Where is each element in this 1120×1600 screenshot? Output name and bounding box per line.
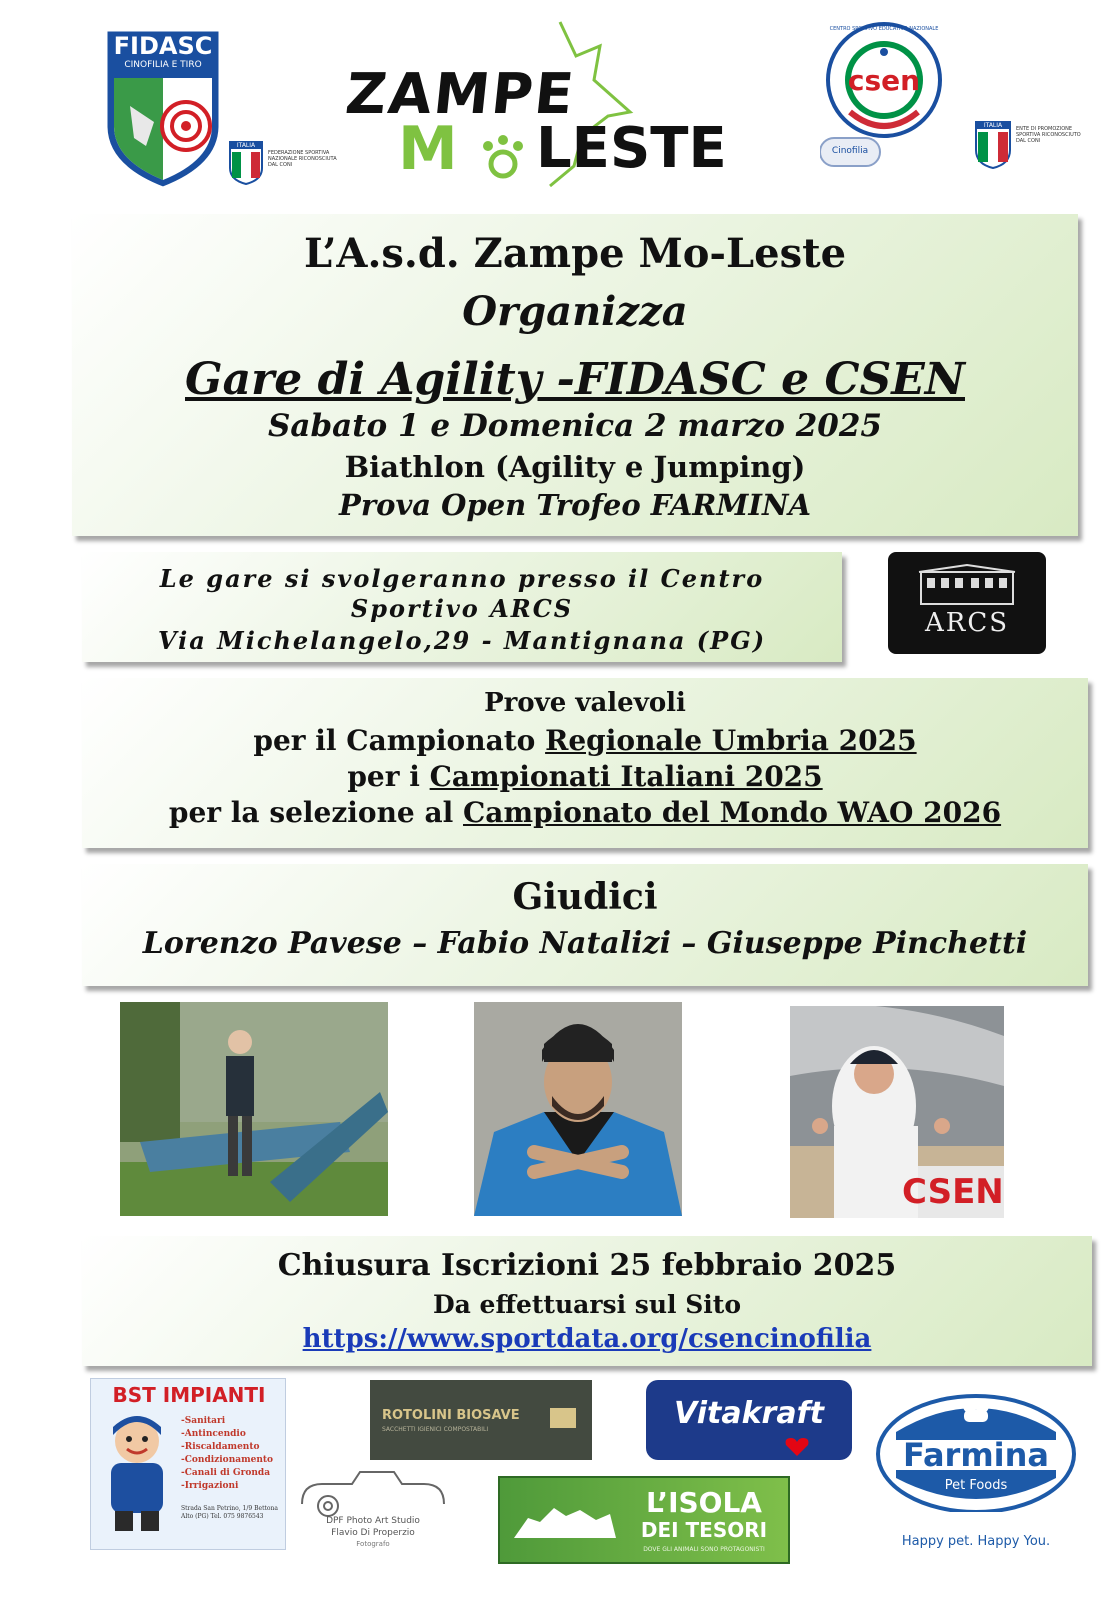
vitakraft-title: Vitakraft (674, 1396, 824, 1431)
csen-tag: Cinofilia (831, 146, 869, 156)
regional-link: Regionale Umbria 2025 (545, 724, 917, 757)
bst-services (181, 1415, 285, 1493)
dpf-photo-sponsor (298, 1464, 448, 1556)
title-panel (72, 214, 1078, 536)
world-link: Campionato del Mondo WAO 2026 (463, 796, 1002, 829)
camera-icon (298, 1464, 448, 1524)
dpf-name: Flavio Di Properzio (331, 1528, 415, 1538)
closing-instruction: Da effettuarsi sul Sito (432, 1290, 742, 1319)
event-format: Biathlon (Agility e Jumping) (344, 450, 806, 484)
photo3-banner: CSEN (902, 1172, 1004, 1212)
rotolini-mark-icon (550, 1408, 576, 1428)
farmina-title: Farmina (902, 1436, 1050, 1474)
world-prefix: per la selezione al (168, 796, 464, 829)
pets-icon (960, 1396, 992, 1424)
organizer-heading: L’A.s.d. Zampe Mo-Leste (303, 230, 847, 277)
logo-line1: ZAMPE (342, 62, 579, 127)
heart-icon (784, 1436, 810, 1458)
validity-italian (82, 760, 1088, 793)
venue-address: Via Michelangelo,29 - Mantignana (PG) (157, 626, 767, 655)
animals-silhouette-icon (510, 1492, 620, 1548)
bst-service: -Sanitari (181, 1416, 226, 1426)
closing-date: Chiusura Iscrizioni 25 febbraio 2025 (277, 1248, 897, 1283)
event-title: Gare di Agility -FIDASC e CSEN (185, 354, 965, 405)
csen-ring-text: CENTRO SPORTIVO EDUCATIVO NAZIONALE (829, 26, 939, 32)
rotolini-biosave-sponsor (370, 1380, 592, 1460)
registration-link-wrap (82, 1324, 1092, 1354)
italian-link: Campionati Italiani 2025 (429, 760, 823, 793)
rotolini-subtitle: SACCHETTI IGIENICI COMPOSTABILI (382, 1426, 489, 1433)
csen-title: csen (847, 64, 921, 97)
rotolini-title: ROTOLINI BIOSAVE (382, 1408, 520, 1423)
venue-line2: Sportivo ARCS (350, 594, 574, 623)
arcs-text: ARCS (924, 608, 1010, 638)
venue-panel (82, 552, 842, 662)
building-icon (917, 564, 1017, 606)
italia-label-right: ITALIA (977, 122, 1009, 129)
arcs-logo (888, 552, 1046, 654)
venue-line1: Le gare si svolgeranno presso il Centro (159, 564, 765, 593)
logo-line2-b: LESTE (536, 116, 727, 181)
judges-panel (82, 864, 1088, 986)
validity-heading: Prove valevoli (484, 688, 686, 718)
farmina-subtitle: Pet Foods (944, 1478, 1008, 1493)
bst-address: Strada San Petrino, 1/9 Bettona Alto (PG) Tel. 075 9876543 (181, 1505, 278, 1520)
bst-service: -Riscaldamento (181, 1442, 260, 1452)
judge-photo-2 (474, 1002, 682, 1216)
paw-icon (476, 132, 530, 182)
fidasc-logo (100, 26, 226, 192)
closing-panel (82, 1236, 1092, 1366)
italia-label-left: ITALIA (231, 142, 261, 149)
fidasc-title: FIDASC (113, 32, 213, 60)
bst-service: -Irrigazioni (181, 1481, 239, 1491)
bst-service: -Antincendio (181, 1429, 246, 1439)
italia-badge-right (974, 120, 1084, 174)
isola-line2: DEI TESORI (640, 1518, 768, 1542)
farmina-slogan: Happy pet. Happy You. (901, 1534, 1051, 1549)
validity-world (82, 796, 1088, 829)
judges-names: Lorenzo Pavese – Fabio Natalizi – Giuseppe Pinchetti (142, 926, 1028, 961)
bst-service: -Condizionamento (181, 1455, 274, 1465)
csen-logo (820, 20, 950, 180)
bst-title: BST IMPIANTI (112, 1383, 266, 1407)
regional-prefix: per il Campionato (253, 724, 546, 757)
vitakraft-sponsor (646, 1380, 852, 1460)
organizza-heading: Organizza (462, 288, 688, 335)
validity-regional (82, 724, 1088, 757)
isola-tagline: DOVE GLI ANIMALI SONO PROTAGONISTI (643, 1546, 765, 1553)
italia-note-left: FEDERAZIONE SPORTIVA NAZIONALE RICONOSCIUTA DAL CONI (268, 150, 337, 168)
judges-title: Giudici (512, 876, 658, 918)
isola-line1: L’ISOLA (646, 1486, 762, 1519)
zampe-moleste-logo (340, 16, 780, 192)
isola-dei-tesori-sponsor (498, 1476, 790, 1564)
italia-note-right: ENTE DI PROMOZIONE SPORTIVA RICONOSCIUTO DAL CONI (1016, 126, 1081, 144)
logo-line2-a: M (398, 114, 458, 184)
italia-badge-left (228, 140, 348, 190)
event-dates: Sabato 1 e Domenica 2 marzo 2025 (268, 408, 882, 444)
bst-service: -Canali di Gronda (181, 1468, 271, 1478)
event-trophy: Prova Open Trofeo FARMINA (339, 488, 811, 522)
bst-impianti-sponsor (90, 1378, 286, 1550)
italian-prefix: per i (347, 760, 430, 793)
dpf-role: Fotografo (356, 1540, 390, 1548)
plumber-mascot-icon (97, 1413, 177, 1533)
registration-link[interactable]: https://www.sportdata.org/csencinofilia (302, 1324, 872, 1354)
farmina-sponsor (876, 1392, 1076, 1556)
fidasc-subtitle: CINOFILIA E TIRO (124, 60, 202, 70)
judge-photo-1 (120, 1002, 388, 1216)
validity-panel (82, 678, 1088, 848)
judge-photo-3 (790, 1006, 1004, 1218)
dpf-title: DPF Photo Art Studio (326, 1516, 420, 1526)
